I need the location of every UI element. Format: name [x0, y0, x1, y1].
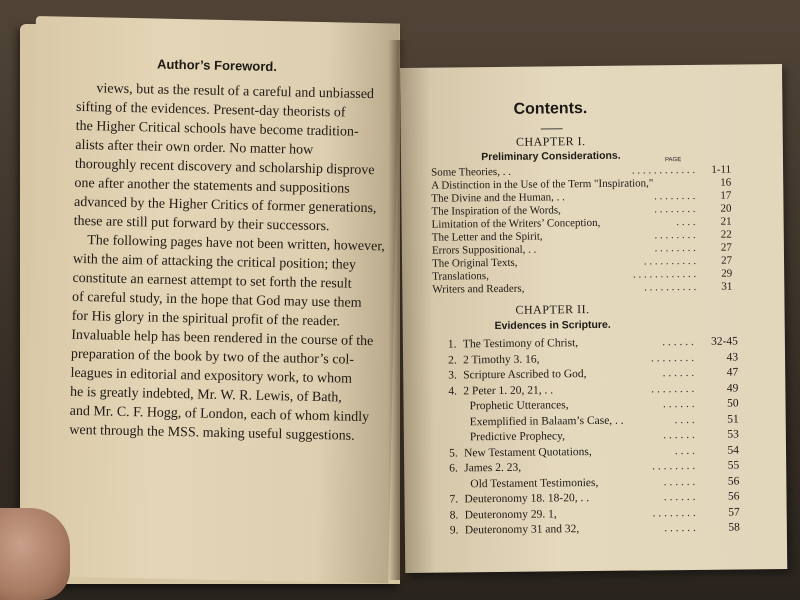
- toc-entry-title: Old Testament Testimonies,: [470, 476, 599, 490]
- chapter1-heading: CHAPTER I.: [515, 134, 586, 149]
- toc-entry-number: 2.: [447, 353, 457, 367]
- foreword-line: The following pages have not been written, however,: [87, 233, 386, 255]
- foreword-line: of careful study, in the hope that God may use them: [71, 289, 362, 311]
- thumb: [0, 508, 70, 600]
- toc-entry-page: 54: [727, 443, 740, 457]
- toc-entry-page: 27: [720, 241, 732, 254]
- chapter1-subtitle: Preliminary Considerations.: [481, 149, 621, 164]
- toc-entry-number: 6.: [449, 462, 458, 475]
- toc-entry-title: A Distinction in the Use of the Term "Inspiration,": [431, 177, 654, 192]
- toc-entry-dots: . . . . . . . . . .: [643, 254, 697, 268]
- toc-entry-page: 31: [721, 280, 733, 293]
- toc-entry-title: The Original Texts,: [431, 256, 518, 270]
- toc-entry-title: Errors Suppositional, . .: [431, 243, 537, 257]
- toc-entry: [450, 520, 740, 539]
- page-column-label: PAGE: [664, 157, 682, 164]
- foreword-title: Author’s Foreword.: [156, 56, 278, 75]
- foreword-line: and Mr. C. F. Hogg, of London, each of whom kindly: [69, 403, 370, 426]
- toc-entry-page: 49: [726, 381, 739, 395]
- toc-entry-title: Limitation of the Writers’ Conception,: [431, 216, 601, 231]
- toc-entry-title: Deuteronomy 29. 1,: [464, 507, 557, 521]
- toc-entry-dots: . . . . . . . .: [650, 351, 695, 364]
- toc-entry-title: The Letter and the Spirit,: [431, 230, 543, 244]
- toc-entry-page: 17: [720, 189, 732, 202]
- toc-entry-title: Exemplified in Balaam’s Case, . .: [469, 414, 624, 428]
- right-page: [400, 64, 787, 573]
- toc-entry-title: Some Theories, . .: [431, 165, 512, 179]
- foreword-line: these are still put forward by their successors.: [73, 213, 330, 235]
- toc-entry-dots: . . . . . .: [662, 397, 695, 411]
- toc-entry-page: 16: [720, 176, 732, 189]
- toc-entry-number: 4.: [448, 384, 458, 398]
- toc-entry-dots: . . . . . . . .: [651, 459, 696, 473]
- toc-entry-dots: . . . . . .: [664, 521, 696, 535]
- toc-entry-number: 5.: [448, 446, 458, 460]
- foreword-line: constitute an earnest attempt to set forth the result: [72, 270, 352, 292]
- toc-entry-dots: . . . . . .: [663, 490, 696, 504]
- foreword-line: thoroughly recent discovery and scholarship disprove: [74, 156, 375, 179]
- toc-entry-title: Writers and Readers,: [432, 282, 525, 296]
- toc-entry-dots: . . . . . . . .: [654, 228, 696, 242]
- contents-title: Contents.: [513, 100, 588, 118]
- foreword-line: went through the MSS. making useful suggestions.: [69, 422, 355, 444]
- toc-entry-dots: . . . . . .: [662, 335, 694, 349]
- toc-entry-title: The Divine and the Human, . .: [431, 191, 565, 205]
- toc-entry-dots: . . . . . . . . . . . .: [631, 163, 696, 177]
- toc-entry-dots: . . . . . .: [663, 475, 696, 488]
- toc-entry-dots: . . . . . . . .: [654, 241, 696, 255]
- toc-entry: [432, 281, 732, 297]
- toc-entry-title: Deuteronomy 31 and 32,: [464, 523, 580, 537]
- toc-entry-page: 56: [727, 474, 740, 488]
- foreword-line: sifting of the evidences. Present-day theorists of: [75, 99, 346, 121]
- toc-entry-page: 22: [720, 228, 732, 241]
- toc-entry-page: 43: [726, 350, 739, 364]
- toc-entry-page: 20: [720, 202, 732, 215]
- toc-entry-dots: . . . . . . . . . . . .: [632, 267, 697, 281]
- toc-entry-page: 50: [726, 397, 739, 410]
- toc-entry-dots: . . . . . . . . . .: [643, 280, 697, 294]
- toc-entry-page: 1-11: [711, 163, 732, 176]
- chapter1-toc: [431, 164, 732, 297]
- toc-entry-title: Scripture Ascribed to God,: [463, 368, 587, 382]
- foreword-line: for His glory in the spiritual profit of the reader.: [71, 308, 341, 330]
- toc-entry-dots: . . . . . . . .: [654, 202, 696, 216]
- foreword-line: he is greatly indebted, Mr. W. R. Lewis, of Bath,: [69, 384, 343, 406]
- toc-entry-title: 2 Peter 1. 20, 21, . .: [463, 383, 554, 397]
- foreword-line: leagues in editorial and expository work, to whom: [70, 365, 353, 387]
- foreword-line: one after another the statements and suppositions: [74, 175, 350, 197]
- foreword-line: alists after their own order. No matter how: [75, 137, 314, 158]
- toc-entry-title: Predictive Prophecy,: [469, 430, 565, 444]
- chapter2-toc: [448, 334, 740, 539]
- foreword-line: Invaluable help has been rendered in the course of the: [71, 327, 374, 350]
- toc-entry-title: 2 Timothy 3. 16,: [462, 353, 540, 366]
- toc-entry-title: The Testimony of Christ,: [462, 337, 579, 351]
- title-rule: [541, 128, 563, 129]
- foreword-line: preparation of the book by two of the author’s col-: [70, 346, 355, 368]
- toc-entry-page: 51: [727, 412, 739, 426]
- toc-entry-number: 1.: [447, 338, 457, 351]
- foreword-line: advanced by the Higher Critics of former generations,: [73, 194, 377, 217]
- toc-entry-title: Prophetic Utterances,: [469, 399, 569, 413]
- toc-entry-page: 56: [727, 490, 740, 503]
- toc-entry-page: 32-45: [710, 335, 738, 348]
- toc-entry-title: The Inspiration of the Words,: [431, 204, 561, 218]
- toc-entry-dots: . . . .: [674, 444, 696, 457]
- toc-entry-page: 21: [720, 215, 732, 228]
- toc-entry-number: 3.: [448, 369, 457, 382]
- toc-entry-page: 27: [720, 254, 733, 267]
- toc-entry-page: 58: [728, 521, 740, 534]
- toc-entry-page: 57: [728, 505, 740, 519]
- toc-entry-title: Deuteronomy 18. 18-20, . .: [464, 492, 590, 506]
- toc-entry-dots: . . . . . . . .: [652, 506, 696, 519]
- toc-entry-dots: . . . . . .: [663, 428, 695, 442]
- toc-entry-number: 8.: [449, 508, 459, 522]
- toc-entry-page: 47: [726, 366, 739, 379]
- foreword-line: with the aim of attacking the critical position; they: [72, 251, 357, 273]
- chapter2-subtitle: Evidences in Scripture.: [494, 318, 611, 333]
- toc-entry-number: 9.: [449, 524, 459, 537]
- foreword-text: [69, 79, 386, 446]
- toc-entry-dots: . . . .: [674, 413, 695, 426]
- toc-entry-page: 29: [721, 267, 733, 280]
- left-page: [24, 16, 400, 584]
- chapter2-heading: CHAPTER II.: [515, 302, 590, 317]
- foreword-line: views, but as the result of a careful and unbiassed: [96, 81, 375, 103]
- toc-entry-dots: . . . . . . . .: [654, 189, 696, 203]
- toc-entry-dots: . . . .: [676, 215, 696, 229]
- toc-entry-page: 55: [727, 459, 740, 472]
- toc-entry-dots: . . . . . . . .: [651, 382, 695, 395]
- toc-entry-title: New Testament Quotations,: [463, 445, 592, 459]
- foreword-line: the Higher Critical schools have become tradition-: [75, 118, 359, 140]
- toc-entry-number: 7.: [449, 493, 459, 506]
- toc-entry-title: James 2. 23,: [464, 461, 522, 475]
- toc-entry-dots: . . . . . .: [662, 366, 695, 380]
- toc-entry-title: Translations,: [432, 270, 489, 283]
- toc-entry-page: 53: [727, 428, 739, 441]
